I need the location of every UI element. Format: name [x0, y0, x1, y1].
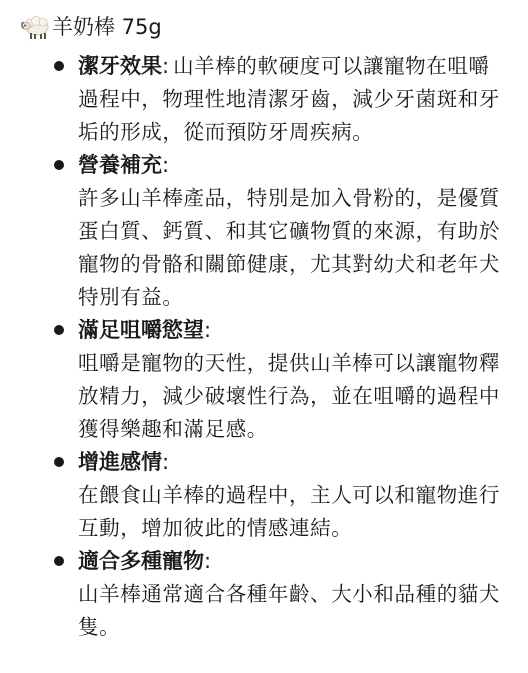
- list-item: [20, 50, 506, 149]
- item-description: 山羊棒通常適合各種年齡、大小和品種的貓犬隻。: [78, 582, 500, 639]
- title-text: 羊奶棒 75g: [52, 15, 162, 39]
- item-heading: 潔牙效果: [78, 54, 162, 78]
- bullet-dot-icon: [54, 325, 64, 335]
- bullet-dot-icon: [54, 556, 64, 566]
- page-title: [20, 10, 506, 44]
- item-colon: :: [162, 54, 170, 78]
- item-description: 山羊棒的軟硬度可以讓寵物在咀嚼過程中，物理性地清潔牙齒，減少牙菌斑和牙垢的形成，從而預防牙周疾病。: [78, 54, 500, 144]
- item-colon: :: [162, 450, 170, 474]
- bullet-dot-icon: [54, 160, 64, 170]
- list-item: [20, 314, 506, 446]
- benefit-list: [20, 50, 506, 644]
- item-description: 許多山羊棒產品，特別是加入骨粉的，是優質蛋白質、鈣質、和其它礦物質的來源，有助於寵物的骨骼和關節健康，尤其對幼犬和老年犬特別有益。: [78, 186, 500, 309]
- item-colon: :: [204, 318, 212, 342]
- item-colon: :: [162, 153, 170, 177]
- item-heading: 滿足咀嚼慾望: [78, 318, 204, 342]
- bullet-dot-icon: [54, 457, 64, 467]
- item-heading: 增進感情: [78, 450, 162, 474]
- sheep-icon: [20, 13, 50, 41]
- item-description: 在餵食山羊棒的過程中，主人可以和寵物進行互動，增加彼此的情感連結。: [78, 483, 500, 540]
- item-heading: 營養補充: [78, 153, 162, 177]
- list-item: [20, 446, 506, 545]
- list-item: [20, 545, 506, 644]
- list-item: [20, 149, 506, 314]
- item-heading: 適合多種寵物: [78, 549, 204, 573]
- item-description: 咀嚼是寵物的天性，提供山羊棒可以讓寵物釋放精力，減少破壞性行為，並在咀嚼的過程中獲得樂趣和滿足感。: [78, 351, 500, 441]
- bullet-dot-icon: [54, 61, 64, 71]
- item-colon: :: [204, 549, 212, 573]
